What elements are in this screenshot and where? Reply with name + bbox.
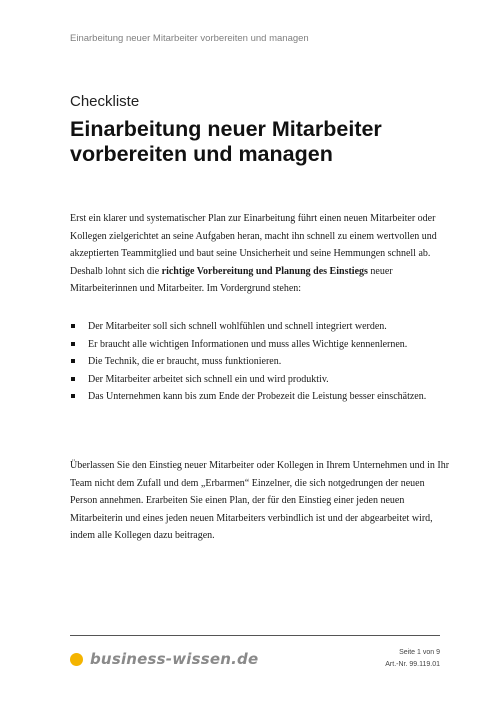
running-header: Einarbeitung neuer Mitarbeiter vorbereiten und managen — [70, 33, 309, 44]
intro-paragraph — [70, 210, 450, 298]
square-bullet-icon — [71, 394, 75, 398]
square-bullet-icon — [71, 377, 75, 381]
bullet-text: Der Mitarbeiter arbeitet sich schnell ein und wird produktiv. — [88, 373, 329, 385]
footer-divider — [70, 635, 440, 636]
page-number: Seite 1 von 9 — [399, 649, 440, 656]
bullet-text: Er braucht alle wichtigen Informationen und muss alles Wichtige kennenlernen. — [88, 338, 408, 350]
bullet-item — [70, 336, 445, 354]
intro-text-start: Erst ein klarer und systematischer Plan zur Einarbeitung führt einen neuen Mitarbeiter oder Kollegen zielgerichtet an seine Aufgaben heran, macht ihn schnell zu einem wertvollen und akzeptierten Teammitglied und baut seine Unsicherheit und seine Hemmungen schnell ab. Deshalb lohnt sich die — [70, 213, 437, 277]
document-type: Checkliste — [70, 93, 140, 110]
outro-text: Überlassen Sie den Einstieg neuer Mitarbeiter oder Kollegen in Ihrem Unternehmen und in Ihr Team nicht dem Zufall und dem „Erbarmen“ Einzelner, die sich notgedrungen der neuen Person annehmen. Erarbeiten Sie einen Plan, der für den Einstieg einer jeden neuen Mitarbeiterin und eines jeden neuen Mitarbeiters verbindlich ist und der abgearbeitet wird, indem alle Kollegen dazu beitragen. — [70, 460, 450, 541]
brand-logo — [70, 650, 258, 668]
bullet-list — [70, 318, 445, 406]
logo-wordmark: business-wissen.de — [90, 650, 259, 668]
intro-text-end: neuer Mitarbeiterinnen und Mitarbeiter. Im Vordergrund stehen: — [70, 265, 393, 294]
bullet-item — [70, 371, 445, 389]
intro-emphasis: richtige Vorbereitung und Planung des Einstiegs — [161, 265, 368, 277]
document-title: Einarbeitung neuer Mitarbeiter vorbereiten und managen — [70, 117, 382, 166]
square-bullet-icon — [71, 342, 75, 346]
bullet-item — [70, 353, 445, 371]
article-number: Art.-Nr. 99.119.01 — [385, 661, 440, 668]
bullet-item — [70, 318, 445, 336]
bullet-text: Der Mitarbeiter soll sich schnell wohlfühlen und schnell integriert werden. — [88, 321, 387, 332]
outro-paragraph — [70, 457, 450, 545]
bullet-text: Die Technik, die er braucht, muss funktionieren. — [88, 356, 282, 367]
square-bullet-icon — [71, 359, 75, 363]
bullet-text: Das Unternehmen kann bis zum Ende der Probezeit die Leistung besser einschätzen. — [88, 391, 427, 402]
square-bullet-icon — [71, 324, 75, 328]
bullet-item — [70, 388, 445, 406]
page-info — [385, 647, 440, 671]
logo-dot-icon — [70, 653, 83, 666]
